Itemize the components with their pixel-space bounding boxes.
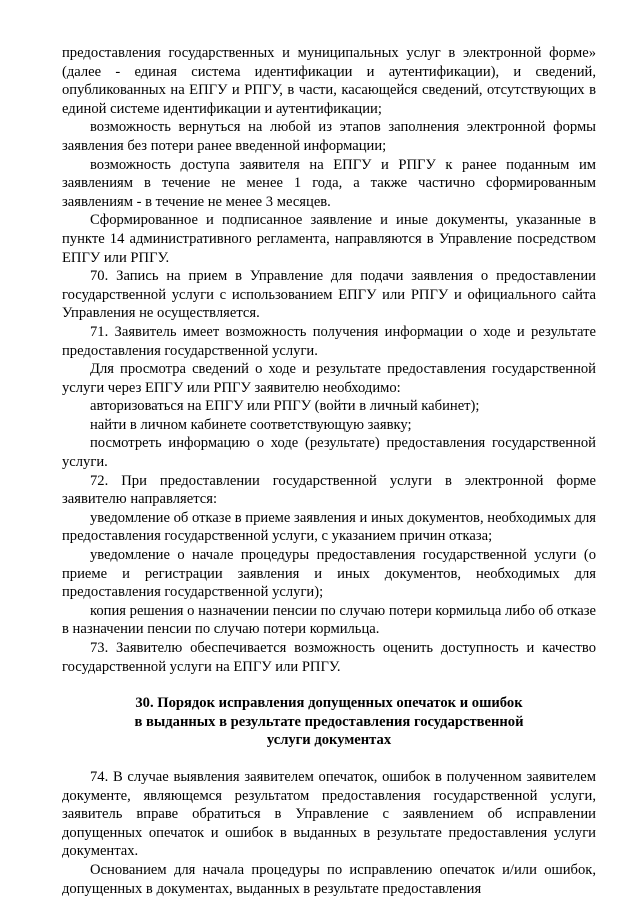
paragraph: Основанием для начала процедуры по исправлению опечаток и/или ошибок, допущенных в документах, выданных в результате предоставления bbox=[62, 861, 596, 897]
paragraph: копия решения о назначении пенсии по случаю потери кормильца либо об отказе в назначении пенсии по случаю потери кормильца. bbox=[62, 602, 596, 638]
paragraph: уведомление об отказе в приеме заявления и иных документов, необходимых для предоставления государственной услуги, с указанием причин отказа; bbox=[62, 509, 596, 545]
document-page bbox=[62, 44, 596, 898]
paragraph: 70. Запись на прием в Управление для подачи заявления о предоставлении государственной услуги с использованием ЕПГУ или РПГУ и официального сайта Управления не осуществляется. bbox=[62, 268, 596, 322]
paragraph: 73. Заявителю обеспечивается возможность оценить доступность и качество государственной услуги на ЕПГУ или РПГУ. bbox=[62, 640, 596, 675]
paragraph: найти в личном кабинете соответствующую заявку; bbox=[90, 416, 412, 433]
paragraph: возможность вернуться на любой из этапов заполнения электронной формы заявления без потери ранее введенной информации; bbox=[62, 119, 596, 154]
paragraph: возможность доступа заявителя на ЕПГУ и РПГУ к ранее поданным им заявлениям в течение не менее 1 года, а также частично сформированным заявлениям - в течение не менее 3 месяцев. bbox=[62, 156, 596, 210]
paragraph: 72. При предоставлении государственной услуги в электронной форме заявителю направляется: bbox=[62, 472, 596, 508]
paragraph: авторизоваться на ЕПГУ или РПГУ (войти в личный кабинет); bbox=[90, 398, 480, 415]
paragraph: 74. В случае выявления заявителем опечаток, ошибок в полученном заявителем документе, являющемся результатом предоставления государственной услуги, заявитель вправе обратиться в Управление с заявлением об исправлении допущенных опечаток и ошибок в выданных в результате предоставления услуги документах. bbox=[62, 768, 596, 860]
paragraph: Сформированное и подписанное заявление и иные документы, указанные в пункте 14 административного регламента, направляются в Управление посредством ЕПГУ или РПГУ. bbox=[62, 212, 596, 266]
section-heading-line: 30. Порядок исправления допущенных опечаток и ошибок bbox=[135, 695, 523, 712]
section-heading-line: в выданных в результате предоставления государственной bbox=[134, 713, 524, 730]
section-heading-line: услуги документах bbox=[266, 732, 392, 749]
section-heading bbox=[62, 694, 596, 750]
paragraph: 71. Заявитель имеет возможность получения информации о ходе и результате предоставления государственной услуги. bbox=[62, 323, 596, 359]
paragraph: посмотреть информацию о ходе (результате) предоставления государственной услуги. bbox=[62, 435, 596, 471]
paragraph: предоставления государственных и муниципальных услуг в электронной форме» (далее - единая система идентификации и аутентификации), и сведений, опубликованных на ЕПГУ и РПГУ, в части, касающейся сведений, отсутствующих в единой системе идентификации и аутентификации; bbox=[62, 45, 596, 117]
paragraph: Для просмотра сведений о ходе и результате предоставления государственной услуги через ЕПГУ или РПГУ заявителю необходимо: bbox=[62, 361, 596, 396]
paragraph: уведомление о начале процедуры предоставления государственной услуги (о приеме и регистрации заявления и иных документов, необходимых для предоставления государственной услуги); bbox=[62, 547, 596, 601]
